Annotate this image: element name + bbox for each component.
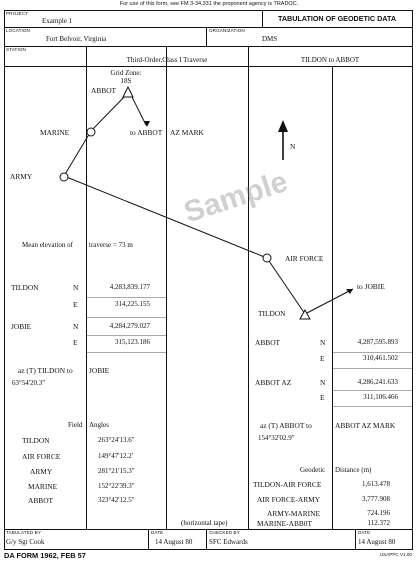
distance-value-2: 3,777.908 — [362, 495, 390, 503]
tildon-station: TILDON — [11, 283, 39, 292]
distance-value-4: 112.372 — [367, 519, 390, 527]
angles-heading-angles: Angles — [89, 421, 109, 429]
location-label: LOCATION — [6, 28, 30, 33]
distance-line-3: ARMY-MARINE — [267, 509, 320, 518]
station-label: STATION — [6, 47, 26, 52]
azimuth-right-label: az (T) ABBOT to — [260, 421, 312, 430]
mean-elevation-label: Mean elevation of — [22, 241, 73, 249]
location-value: Fort Belvoir, Virginia — [46, 35, 107, 43]
jobie-northing: 4,284,279.027 — [109, 322, 150, 330]
abbot-az-station: ABBOT AZ — [255, 378, 292, 387]
jobie-n-label: N — [73, 322, 79, 331]
sketch-label-to-abbot: to ABBOT — [130, 128, 163, 137]
tabulated-by-value: G/y Sgt Cook — [6, 538, 45, 546]
angle-station-3: ARMY — [30, 467, 53, 476]
abbot-n-label: N — [320, 338, 326, 347]
angles-heading-field: Field — [68, 421, 83, 429]
checked-by-value: SFC Edwards — [209, 538, 248, 546]
abbot-az-n-label: N — [320, 378, 326, 387]
marine-station-marker — [87, 128, 95, 136]
distance-line-2: AIR FORCE-ARMY — [257, 495, 321, 504]
tildon-easting: 314,225.155 — [115, 300, 150, 308]
angle-station-4: MARINE — [28, 482, 58, 491]
horizontal-tape-note: (horizontal tape) — [181, 519, 228, 527]
grid-zone-value: 18S — [120, 77, 132, 85]
right-column-heading: TILDON to ABBOT — [300, 56, 360, 64]
top-note: For use of this form, see FM 3-34.331 the proponent agency is TRADOC. — [119, 1, 299, 7]
azimuth-right-value: 154°32'02.9" — [258, 434, 295, 442]
distance-line-4: MARINE-ABB0T — [257, 519, 313, 528]
sample-watermark: Sample — [180, 165, 292, 230]
distance-heading-distance: Distance (m) — [335, 466, 372, 474]
abbot-e-label: E — [320, 354, 325, 363]
azimuth-left-value: 63°54'20.3" — [12, 379, 46, 387]
sketch-label-marine: MARINE — [40, 128, 70, 137]
tildon-station-marker — [300, 310, 310, 319]
tildon-n-label: N — [73, 283, 79, 292]
sketch-label-abbot: ABBOT — [91, 86, 117, 95]
abbot-direction-arrowhead — [144, 121, 150, 127]
angle-station-2: AIR FORCE — [22, 452, 61, 461]
sketch-label-az-mark: AZ MARK — [170, 128, 204, 137]
abbot-easting: 310,461.502 — [363, 354, 398, 362]
north-arrow-icon — [278, 120, 288, 160]
date-value-1: 14 August 80 — [155, 538, 193, 546]
azimuth-right-target: ABBOT AZ MARK — [335, 421, 396, 430]
sketch-label-air-force: AIR FORCE — [285, 254, 324, 263]
abbot-az-easting: 311,106.466 — [363, 393, 398, 401]
angle-station-1: TILDON — [22, 436, 50, 445]
jobie-easting: 315,123.186 — [115, 338, 150, 346]
angle-value-2: 149°47'12.2' — [98, 452, 134, 460]
sketch-label-tildon: TILDON — [258, 309, 286, 318]
project-label: PROJECT — [6, 11, 29, 16]
form-version: USAPPC V1.00 — [379, 552, 412, 557]
air-force-station-marker — [263, 254, 271, 262]
angle-value-4: 152°22'39.3" — [98, 482, 135, 490]
abbot-northing: 4,287,595.893 — [357, 338, 398, 346]
distance-value-3: 724.196 — [367, 509, 390, 517]
abbot-az-northing: 4,286,241.633 — [357, 378, 398, 386]
tildon-northing: 4,283,839.177 — [109, 283, 150, 291]
abbot-station-marker — [123, 87, 133, 97]
distance-line-1: TILDON-AIR FORCE — [253, 480, 322, 489]
date-label-2: DATE — [358, 530, 371, 535]
angle-value-1: 263°24'13.6" — [98, 436, 135, 444]
checked-by-label: CHECKED BY — [209, 530, 240, 535]
sketch-label-north: N — [290, 142, 296, 151]
abbot-station: ABBOT — [255, 338, 281, 347]
jobie-arrowhead — [346, 289, 353, 294]
tabulated-by-label: TABULATED BY — [6, 530, 41, 535]
grid-zone-label: Grid Zone: — [110, 69, 142, 77]
form-title: TABULATION OF GEODETIC DATA — [277, 14, 397, 23]
azimuth-left-target: JOBIE — [89, 366, 110, 375]
azimuth-left-label: az (T) TILDON to — [18, 366, 73, 375]
distance-heading-geodetic: Geodetic — [300, 466, 326, 474]
project-value: Example 1 — [42, 17, 73, 25]
jobie-station: JOBIE — [11, 322, 32, 331]
angle-station-5: ABBOT — [28, 496, 54, 505]
sketch-label-army: ARMY — [10, 172, 33, 181]
organization-value: DMS — [262, 35, 278, 43]
angle-value-3: 281°21'15.3" — [98, 467, 135, 475]
date-label-1: DATE — [151, 530, 164, 535]
army-station-marker — [60, 173, 68, 181]
left-column-heading: Third-Order,Class I Traverse — [126, 56, 208, 64]
abbot-az-e-label: E — [320, 393, 325, 402]
organization-label: ORGANIZATION — [209, 28, 245, 33]
tildon-e-label: E — [73, 300, 78, 309]
form-name: DA FORM 1962, FEB 57 — [4, 551, 86, 560]
jobie-e-label: E — [73, 338, 78, 347]
date-value-2: 14 August 80 — [358, 538, 396, 546]
mean-elevation-value: traverse = 73 m — [89, 241, 133, 249]
distance-value-1: 1,613.478 — [362, 480, 390, 488]
sketch-label-to-jobie: to JOBIE — [357, 282, 385, 291]
angle-value-5: 323°42'12.5" — [98, 496, 135, 504]
